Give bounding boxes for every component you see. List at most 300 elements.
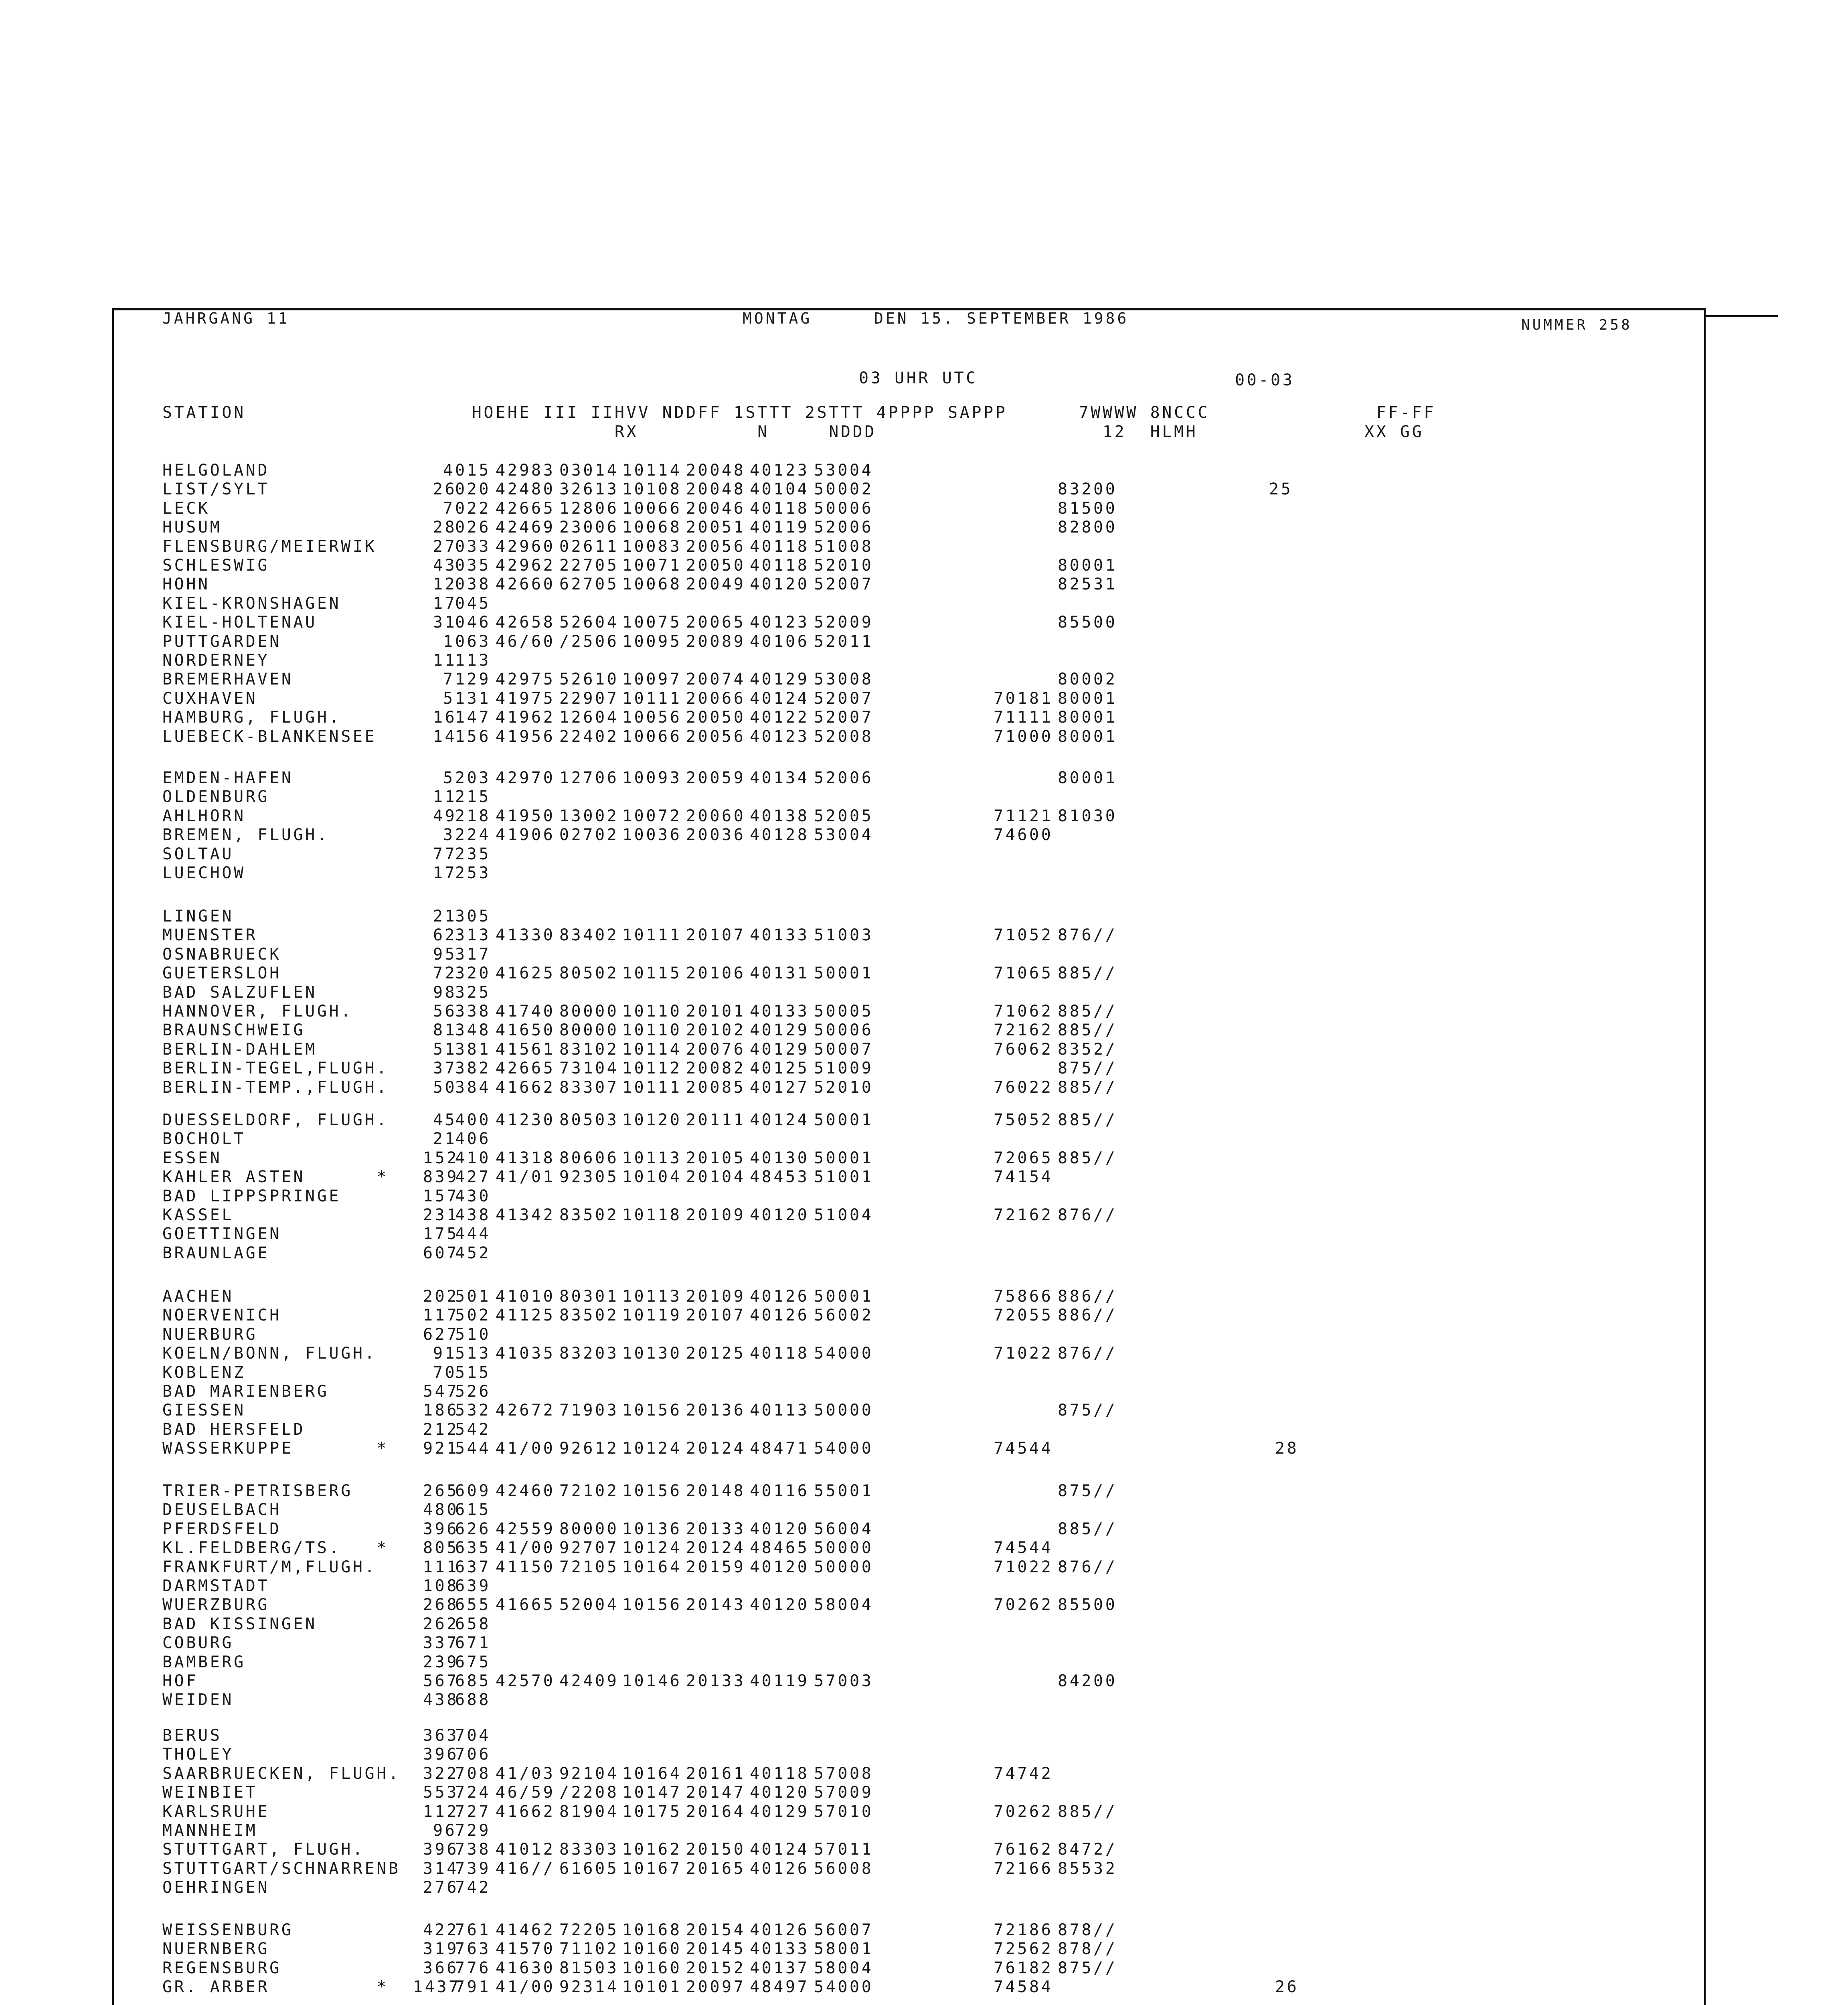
group-sappp: 51009 xyxy=(814,1059,874,1078)
nddff: 22705 xyxy=(559,556,619,575)
group-8nccc: 80001 xyxy=(1058,689,1117,708)
station-name: LUECHOW xyxy=(162,864,246,882)
group-7wwww: 71000 xyxy=(994,727,1053,746)
group-4pppp: 40116 xyxy=(750,1482,810,1500)
station-id: 203 xyxy=(455,769,491,787)
group-8nccc: 885// xyxy=(1058,1519,1117,1538)
station-name: KOELN/BONN, FLUGH. xyxy=(162,1344,377,1363)
group-1sttt: 10156 xyxy=(622,1401,682,1420)
iihvv: 41662 xyxy=(496,1078,555,1097)
station-id: 501 xyxy=(455,1287,491,1306)
group-2sttt: 20050 xyxy=(686,708,746,727)
iihvv: 46/59 xyxy=(496,1783,555,1802)
station-name: OEHRINGEN xyxy=(162,1878,270,1897)
group-8nccc: 885// xyxy=(1058,1021,1117,1040)
group-4pppp: 40120 xyxy=(750,1783,810,1802)
group-1sttt: 10160 xyxy=(622,1958,682,1977)
station-id: 688 xyxy=(455,1691,491,1709)
station-name: BOCHOLT xyxy=(162,1130,246,1148)
group-2sttt: 20105 xyxy=(686,1148,746,1167)
group-sappp: 56007 xyxy=(814,1921,874,1939)
station-id: 382 xyxy=(455,1059,491,1078)
station-id: 129 xyxy=(455,670,491,689)
group-2sttt: 20089 xyxy=(686,632,746,651)
station-name: HANNOVER, FLUGH. xyxy=(162,1002,353,1021)
nddff: 71903 xyxy=(559,1401,619,1420)
height: 396 xyxy=(423,1840,459,1859)
station-name: BAD SALZUFLEN xyxy=(162,983,317,1002)
group-7wwww: 74600 xyxy=(994,826,1053,845)
group-7wwww: 72162 xyxy=(994,1021,1053,1040)
station-name: BAD LIPPSPRINGE xyxy=(162,1187,341,1205)
nddff: 23006 xyxy=(559,518,619,537)
iihvv: 42660 xyxy=(496,575,555,594)
group-1sttt: 10146 xyxy=(622,1672,682,1690)
height: 26 xyxy=(433,480,457,499)
group-1sttt: 10118 xyxy=(622,1206,682,1224)
group-8nccc: 885// xyxy=(1058,1111,1117,1129)
station-name: BRAUNSCHWEIG xyxy=(162,1021,306,1040)
group-2sttt: 20109 xyxy=(686,1206,746,1224)
station-name: DUESSELDORF, FLUGH. xyxy=(162,1111,389,1129)
nddff: 83203 xyxy=(559,1344,619,1363)
height: 553 xyxy=(423,1783,459,1802)
group-4pppp: 40104 xyxy=(750,480,810,499)
nddff: 92104 xyxy=(559,1764,619,1783)
station-id: 724 xyxy=(455,1783,491,1802)
nddff: 22907 xyxy=(559,689,619,708)
station-name: NUERBURG xyxy=(162,1325,258,1344)
height: 27 xyxy=(433,537,457,556)
height: 49 xyxy=(433,806,457,825)
height: 45 xyxy=(433,1111,457,1129)
group-1sttt: 10093 xyxy=(622,769,682,787)
station-id: 015 xyxy=(455,461,491,480)
nddff: 52610 xyxy=(559,670,619,689)
group-2sttt: 20085 xyxy=(686,1078,746,1097)
station-id: 639 xyxy=(455,1577,491,1595)
station-name: SOLTAU xyxy=(162,845,234,863)
column-header-line-1: STATION HOEHE III IIHVV NDDFF 1STTT 2STTT 4PPPP SAPPP 7WWWW 8NCCC FF-FF xyxy=(162,403,1436,422)
group-4pppp: 40124 xyxy=(750,1111,810,1129)
group-2sttt: 20154 xyxy=(686,1921,746,1939)
group-2sttt: 20074 xyxy=(686,670,746,689)
group-sappp: 52010 xyxy=(814,1078,874,1097)
group-7wwww: 74154 xyxy=(994,1168,1053,1187)
group-sappp: 53004 xyxy=(814,826,874,845)
group-1sttt: 10112 xyxy=(622,1059,682,1078)
iihvv: 41906 xyxy=(496,826,555,845)
iihvv: 42970 xyxy=(496,769,555,787)
height: 212 xyxy=(423,1420,459,1439)
group-1sttt: 10162 xyxy=(622,1840,682,1859)
group-sappp: 50002 xyxy=(814,480,874,499)
iihvv: 41035 xyxy=(496,1344,555,1363)
station-name: BAMBERG xyxy=(162,1653,246,1671)
station-id: 685 xyxy=(455,1672,491,1690)
group-8nccc: 885// xyxy=(1058,1078,1117,1097)
iihvv: 41330 xyxy=(496,926,555,945)
height: 3 xyxy=(443,826,455,845)
group-7wwww: 72162 xyxy=(994,1206,1053,1224)
height: 111 xyxy=(423,1557,459,1576)
station-name: BREMEN, FLUGH. xyxy=(162,826,329,845)
group-sappp: 50005 xyxy=(814,1002,874,1021)
group-4pppp: 40125 xyxy=(750,1059,810,1078)
group-sappp: 56004 xyxy=(814,1519,874,1538)
station-name: HOHN xyxy=(162,575,210,594)
height: 17 xyxy=(433,864,457,882)
group-8nccc: 82800 xyxy=(1058,518,1117,537)
group-2sttt: 20148 xyxy=(686,1482,746,1500)
station-name: AHLHORN xyxy=(162,806,246,825)
group-8nccc: 886// xyxy=(1058,1287,1117,1306)
group-sappp: 52007 xyxy=(814,708,874,727)
group-4pppp: 40133 xyxy=(750,1002,810,1021)
group-1sttt: 10124 xyxy=(622,1539,682,1557)
nddff: 71102 xyxy=(559,1940,619,1958)
station-id: 727 xyxy=(455,1802,491,1821)
iihvv: 41630 xyxy=(496,1958,555,1977)
height: 396 xyxy=(423,1745,459,1764)
group-7wwww: 75052 xyxy=(994,1111,1053,1129)
group-2sttt: 20145 xyxy=(686,1940,746,1958)
station-name: WUERZBURG xyxy=(162,1596,270,1614)
group-2sttt: 20048 xyxy=(686,480,746,499)
station-name: HELGOLAND xyxy=(162,461,270,480)
group-2sttt: 20143 xyxy=(686,1596,746,1614)
group-sappp: 58001 xyxy=(814,1940,874,1958)
height: 363 xyxy=(423,1726,459,1745)
height: 31 xyxy=(433,613,457,632)
group-8nccc: 876// xyxy=(1058,1344,1117,1363)
height: 51 xyxy=(433,1040,457,1059)
height: 14 xyxy=(433,727,457,746)
height: 16 xyxy=(433,708,457,727)
station-id: 671 xyxy=(455,1634,491,1653)
station-id: 635 xyxy=(455,1539,491,1557)
group-1sttt: 10114 xyxy=(622,461,682,480)
height: 37 xyxy=(433,1059,457,1078)
group-7wwww: 70262 xyxy=(994,1596,1053,1614)
group-8nccc: 80001 xyxy=(1058,708,1117,727)
group-2sttt: 20059 xyxy=(686,769,746,787)
height: 12 xyxy=(433,575,457,594)
height: 21 xyxy=(433,907,457,926)
station-id: 544 xyxy=(455,1439,491,1458)
nddff: 02702 xyxy=(559,826,619,845)
station-id: 131 xyxy=(455,689,491,708)
height: 567 xyxy=(423,1672,459,1690)
table-frame xyxy=(112,308,1706,2005)
group-sappp: 56008 xyxy=(814,1859,874,1878)
station-id: 046 xyxy=(455,613,491,632)
group-4pppp: 40138 xyxy=(750,806,810,825)
nddff: 13002 xyxy=(559,806,619,825)
group-2sttt: 20106 xyxy=(686,964,746,983)
group-7wwww: 74584 xyxy=(994,1978,1053,1997)
group-4pppp: 40126 xyxy=(750,1306,810,1325)
station-name: DEUSELBACH xyxy=(162,1501,281,1519)
group-sappp: 58004 xyxy=(814,1958,874,1977)
group-8nccc: 875// xyxy=(1058,1059,1117,1078)
station-name: BRAUNLAGE xyxy=(162,1244,270,1262)
group-4pppp: 40124 xyxy=(750,689,810,708)
group-4pppp: 40137 xyxy=(750,1958,810,1977)
iihvv: 41650 xyxy=(496,1021,555,1040)
group-1sttt: 10066 xyxy=(622,727,682,746)
nddff: 80000 xyxy=(559,1021,619,1040)
station-name: MUENSTER xyxy=(162,926,258,945)
group-7wwww: 71022 xyxy=(994,1344,1053,1363)
issue-number: NUMMER 258 xyxy=(1521,317,1632,333)
group-8nccc: 885// xyxy=(1058,1002,1117,1021)
iihvv: 41/00 xyxy=(496,1978,555,1997)
group-sappp: 52007 xyxy=(814,689,874,708)
group-4pppp: 48465 xyxy=(750,1539,810,1557)
height: 480 xyxy=(423,1501,459,1519)
height: 276 xyxy=(423,1878,459,1897)
height: 366 xyxy=(423,1958,459,1977)
station-name: SCHLESWIG xyxy=(162,556,270,575)
group-sappp: 53004 xyxy=(814,461,874,480)
station-id: 532 xyxy=(455,1401,491,1420)
group-1sttt: 10108 xyxy=(622,480,682,499)
iihvv: 41962 xyxy=(496,708,555,727)
height: 186 xyxy=(423,1401,459,1420)
group-1sttt: 10113 xyxy=(622,1148,682,1167)
iihvv: 41570 xyxy=(496,1940,555,1958)
group-sappp: 51008 xyxy=(814,537,874,556)
station-id: 215 xyxy=(455,788,491,806)
station-id: 502 xyxy=(455,1306,491,1325)
station-name: LUEBECK-BLANKENSEE xyxy=(162,727,377,746)
group-2sttt: 20152 xyxy=(686,1958,746,1977)
group-4pppp: 40131 xyxy=(750,964,810,983)
station-name: ESSEN xyxy=(162,1148,222,1167)
station-id: 026 xyxy=(455,518,491,537)
iihvv: 46/60 xyxy=(496,632,555,651)
height: 17 xyxy=(433,594,457,613)
height: 62 xyxy=(433,926,457,945)
group-7wwww: 72055 xyxy=(994,1306,1053,1325)
station-name: PUTTGARDEN xyxy=(162,632,281,651)
station-id: 427 xyxy=(455,1168,491,1187)
station-id: 708 xyxy=(455,1764,491,1783)
nddff: 83303 xyxy=(559,1840,619,1859)
nddff: 81503 xyxy=(559,1958,619,1977)
station-id: 615 xyxy=(455,1501,491,1519)
station-id: 513 xyxy=(455,1344,491,1363)
group-sappp: 57003 xyxy=(814,1672,874,1690)
station-id: 438 xyxy=(455,1206,491,1224)
nddff: 80301 xyxy=(559,1287,619,1306)
wind-ff: 26 xyxy=(1275,1978,1299,1997)
group-sappp: 52006 xyxy=(814,769,874,787)
group-8nccc: 885// xyxy=(1058,1802,1117,1821)
group-1sttt: 10175 xyxy=(622,1802,682,1821)
height: 117 xyxy=(423,1306,459,1325)
group-7wwww: 74742 xyxy=(994,1764,1053,1783)
group-sappp: 51003 xyxy=(814,926,874,945)
nddff: 12604 xyxy=(559,708,619,727)
group-4pppp: 40120 xyxy=(750,1596,810,1614)
station-id: 147 xyxy=(455,708,491,727)
station-name: KL.FELDBERG/TS. * xyxy=(162,1539,389,1557)
period-label: 00-03 xyxy=(1235,371,1295,389)
height: 21 xyxy=(433,1130,457,1148)
group-1sttt: 10164 xyxy=(622,1557,682,1576)
group-2sttt: 20133 xyxy=(686,1672,746,1690)
height: 175 xyxy=(423,1225,459,1244)
header-rule xyxy=(1706,315,1778,317)
nddff: 92612 xyxy=(559,1439,619,1458)
height: 547 xyxy=(423,1382,459,1401)
group-8nccc: 878// xyxy=(1058,1921,1117,1939)
station-name: MANNHEIM xyxy=(162,1821,258,1840)
group-sappp: 52010 xyxy=(814,556,874,575)
group-4pppp: 48453 xyxy=(750,1168,810,1187)
nddff: 80502 xyxy=(559,964,619,983)
iihvv: 41010 xyxy=(496,1287,555,1306)
height: 96 xyxy=(433,1821,457,1840)
station-id: 338 xyxy=(455,1002,491,1021)
station-name: LIST/SYLT xyxy=(162,480,270,499)
height: 231 xyxy=(423,1206,459,1224)
station-id: 406 xyxy=(455,1130,491,1148)
nddff: 92707 xyxy=(559,1539,619,1557)
height: 1 xyxy=(443,632,455,651)
group-4pppp: 40118 xyxy=(750,499,810,518)
group-4pppp: 40118 xyxy=(750,537,810,556)
group-1sttt: 10101 xyxy=(622,1978,682,1997)
group-4pppp: 40123 xyxy=(750,461,810,480)
group-4pppp: 40120 xyxy=(750,575,810,594)
height: 627 xyxy=(423,1325,459,1344)
group-4pppp: 40127 xyxy=(750,1078,810,1097)
station-name: STUTTGART/SCHNARRENB xyxy=(162,1859,401,1878)
date-label: DEN 15. SEPTEMBER 1986 xyxy=(874,310,1129,327)
group-4pppp: 40133 xyxy=(750,926,810,945)
height: 11 xyxy=(433,788,457,806)
height: 202 xyxy=(423,1287,459,1306)
station-id: 020 xyxy=(455,480,491,499)
station-id: 626 xyxy=(455,1519,491,1538)
group-2sttt: 20082 xyxy=(686,1059,746,1078)
station-name: AACHEN xyxy=(162,1287,234,1306)
station-id: 510 xyxy=(455,1325,491,1344)
group-1sttt: 10072 xyxy=(622,806,682,825)
group-2sttt: 20066 xyxy=(686,689,746,708)
nddff: 52004 xyxy=(559,1596,619,1614)
group-8nccc: 8472/ xyxy=(1058,1840,1117,1859)
iihvv: 41125 xyxy=(496,1306,555,1325)
group-1sttt: 10111 xyxy=(622,1078,682,1097)
station-name: PFERDSFELD xyxy=(162,1519,281,1538)
station-name: NUERNBERG xyxy=(162,1940,270,1958)
iihvv: 42960 xyxy=(496,537,555,556)
station-name: FLENSBURG/MEIERWIK xyxy=(162,537,377,556)
iihvv: 41150 xyxy=(496,1557,555,1576)
group-4pppp: 40120 xyxy=(750,1206,810,1224)
nddff: 72102 xyxy=(559,1482,619,1500)
height: 7 xyxy=(443,670,455,689)
station-id: 430 xyxy=(455,1187,491,1205)
group-sappp: 52006 xyxy=(814,518,874,537)
group-sappp: 57008 xyxy=(814,1764,874,1783)
station-id: 738 xyxy=(455,1840,491,1859)
nddff: 83502 xyxy=(559,1306,619,1325)
group-sappp: 50001 xyxy=(814,1148,874,1167)
group-1sttt: 10115 xyxy=(622,964,682,983)
time-label: 03 UHR UTC xyxy=(859,369,978,387)
wind-ff: 25 xyxy=(1269,480,1293,499)
group-2sttt: 20104 xyxy=(686,1168,746,1187)
height: 91 xyxy=(433,1344,457,1363)
group-2sttt: 20159 xyxy=(686,1557,746,1576)
station-id: 526 xyxy=(455,1382,491,1401)
group-4pppp: 40128 xyxy=(750,826,810,845)
iihvv: 42962 xyxy=(496,556,555,575)
group-1sttt: 10164 xyxy=(622,1764,682,1783)
nddff: 83502 xyxy=(559,1206,619,1224)
group-2sttt: 20102 xyxy=(686,1021,746,1040)
group-7wwww: 71065 xyxy=(994,964,1053,983)
group-sappp: 57011 xyxy=(814,1840,874,1859)
group-2sttt: 20056 xyxy=(686,537,746,556)
group-8nccc: 85500 xyxy=(1058,1596,1117,1614)
nddff: 83102 xyxy=(559,1040,619,1059)
group-2sttt: 20133 xyxy=(686,1519,746,1538)
group-7wwww: 70181 xyxy=(994,689,1053,708)
station-id: 763 xyxy=(455,1940,491,1958)
group-sappp: 51004 xyxy=(814,1206,874,1224)
group-1sttt: 10111 xyxy=(622,689,682,708)
nddff: 52604 xyxy=(559,613,619,632)
station-name: KOBLENZ xyxy=(162,1363,246,1382)
station-name: BAD KISSINGEN xyxy=(162,1614,317,1633)
station-id: 739 xyxy=(455,1859,491,1878)
nddff: 80606 xyxy=(559,1148,619,1167)
group-4pppp: 40113 xyxy=(750,1401,810,1420)
station-id: 253 xyxy=(455,864,491,882)
nddff: 02611 xyxy=(559,537,619,556)
height: 1437 xyxy=(413,1978,461,1997)
group-2sttt: 20124 xyxy=(686,1539,746,1557)
group-8nccc: 83200 xyxy=(1058,480,1117,499)
group-sappp: 57010 xyxy=(814,1802,874,1821)
station-name: BERLIN-DAHLEM xyxy=(162,1040,317,1059)
group-4pppp: 40118 xyxy=(750,1344,810,1363)
nddff: 62705 xyxy=(559,575,619,594)
group-2sttt: 20125 xyxy=(686,1344,746,1363)
station-id: 400 xyxy=(455,1111,491,1129)
group-8nccc: 81500 xyxy=(1058,499,1117,518)
station-id: 218 xyxy=(455,806,491,825)
group-1sttt: 10068 xyxy=(622,575,682,594)
nddff: /2208 xyxy=(559,1783,619,1802)
station-id: 063 xyxy=(455,632,491,651)
group-7wwww: 70262 xyxy=(994,1802,1053,1821)
group-2sttt: 20165 xyxy=(686,1859,746,1878)
iihvv: 41975 xyxy=(496,689,555,708)
height: 11 xyxy=(433,651,457,670)
iihvv: 41/03 xyxy=(496,1764,555,1783)
group-8nccc: 81030 xyxy=(1058,806,1117,825)
group-7wwww: 71111 xyxy=(994,708,1053,727)
height: 70 xyxy=(433,1363,457,1382)
group-sappp: 52008 xyxy=(814,727,874,746)
